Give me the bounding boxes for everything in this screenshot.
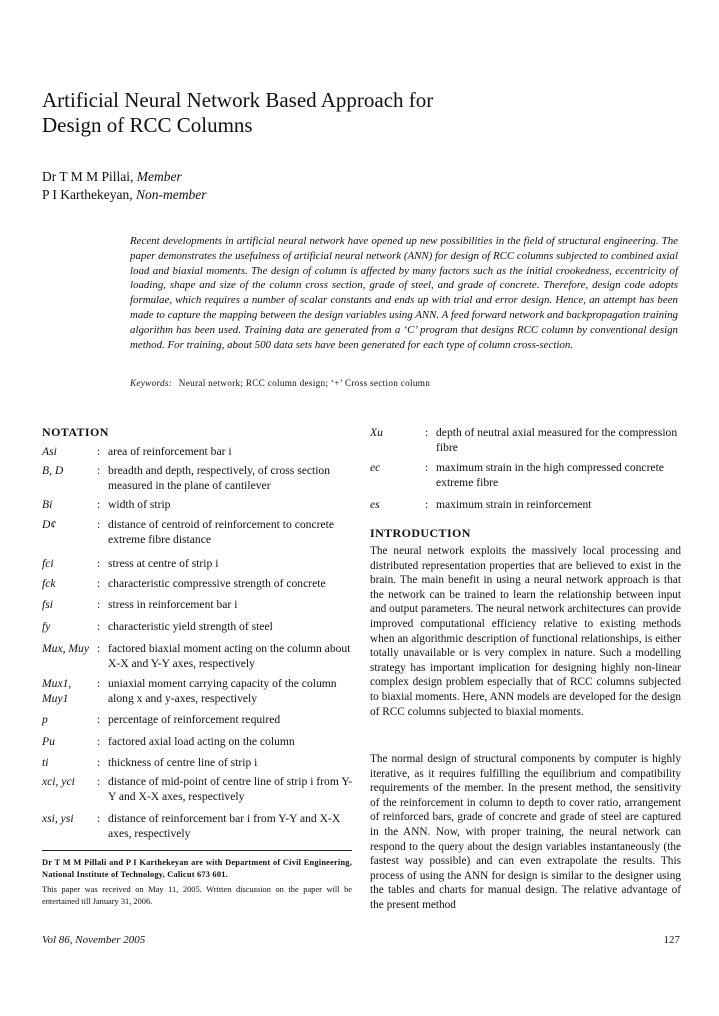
colon: : (97, 464, 101, 477)
notation-definition: uniaxial moment carrying capacity of the column along x and y-axes, respectively (108, 677, 337, 705)
notation-definition: depth of neutral axial measured for the compression fibre (436, 426, 678, 454)
colon: : (97, 775, 101, 788)
notation-definition: stress in reinforcement bar i (108, 598, 238, 611)
colon: : (97, 498, 101, 511)
footnote-divider (42, 850, 352, 851)
keywords (130, 378, 678, 388)
notation-symbol: Bi (42, 498, 53, 511)
notation-definition: width of strip (108, 498, 171, 511)
introduction-heading: INTRODUCTION (370, 526, 471, 540)
page-number: 127 (663, 934, 680, 946)
colon: : (425, 498, 429, 511)
introduction-paragraph-2: The normal design of structural components by computer is highly iterative, as it requires fulfilling the equilibrium and compatibility requirements of the member. In the present method, the sensitivity of the reinforcement in column to depth to cover ratio, arrangement of reinforced bars, grade of concrete and grade of steel are captured in the ANN. Now, with proper training, the neural network can respond to the query about the design variables instantaneously (the fastest way possible) and can even extrapolate the results. This process of using the ANN for design is similar to the designer using the tables and charts for manual design. The relative advantage of the present method (370, 753, 681, 911)
notation-definition: characteristic compressive strength of concrete (108, 577, 326, 590)
notation-definition: maximum strain in the high compressed concrete extreme fibre (436, 461, 664, 489)
title-line-2: Design of RCC Columns (42, 113, 253, 137)
author-name: Dr T M M Pillai, (42, 169, 134, 184)
notation-definition: maximum strain in reinforcement (436, 498, 592, 511)
colon: : (97, 620, 101, 633)
notation-symbol: D¢ (42, 518, 57, 531)
colon: : (97, 812, 101, 825)
colon: : (97, 445, 101, 458)
paper-title (42, 88, 602, 138)
notation-definition: factored biaxial moment acting on the column about X-X and Y-Y axes, respectively (108, 642, 351, 670)
author-2 (42, 186, 206, 204)
author-name: P I Karthekeyan, (42, 187, 133, 202)
notation-definition: distance of centroid of reinforcement to concrete extreme fibre distance (108, 518, 334, 546)
notation-definition: factored axial load acting on the column (108, 735, 295, 748)
colon: : (97, 577, 101, 590)
colon: : (97, 756, 101, 769)
notation-definition: distance of mid-point of centre line of strip i from Y-Y and X-X axes, respectively (108, 775, 353, 803)
keywords-label: Keywords: (130, 378, 173, 388)
notation-symbol: fsi (42, 598, 53, 611)
notation-symbol: B, D (42, 464, 64, 477)
notation-symbol: fci (42, 557, 54, 570)
author-affiliation-footnote: Dr T M M Pillali and P I Karthekeyan are with Department of Civil Engineering, National Institute of Technology, Calicut 673 601. (42, 858, 352, 879)
introduction-paragraph-1: The neural network exploits the massively local processing and distributed representation properties that are believed to exist in the brain. The main benefit in using a neural network approach is that the network can be trained to learn the relationship between input and output parameters. The neural network architectures can provide improved computational efficiency relative to existing methods when an algorithmic description of functional relationships, is either totally unavailable or is very complex in nature. Such a modelling strategy has important implication for designing highly non-linear complex design problem especially that of RCC columns subjected to biaxial moments. Here, ANN models are developed for the design of RCC columns subjected to biaxial moments. (370, 545, 681, 718)
notation-definition: distance of reinforcement bar i from Y-Y and X-X axes, respectively (108, 812, 341, 840)
author-list (42, 168, 206, 204)
notation-definition: percentage of reinforcement required (108, 713, 281, 726)
colon: : (97, 713, 101, 726)
author-role: Non-member (135, 187, 207, 202)
colon: : (97, 677, 101, 690)
notation-definition: stress at centre of strip i (108, 557, 219, 570)
notation-symbol: ec (370, 461, 381, 474)
journal-volume: Vol 86, November 2005 (42, 934, 146, 946)
notation-symbol: xci, yci (42, 775, 75, 788)
author-role: Member (136, 169, 182, 184)
notation-symbol: Asi (42, 445, 57, 458)
notation-symbol: ti (42, 756, 49, 769)
keywords-text: Neural network; RCC column design; ‘+’ Cross section column (178, 378, 431, 388)
notation-definition: area of reinforcement bar i (108, 445, 232, 458)
notation-symbol: Mux, Muy (42, 642, 89, 655)
colon: : (97, 598, 101, 611)
colon: : (97, 735, 101, 748)
notation-symbol: Pu (42, 735, 55, 748)
received-date-footnote: This paper was received on May 11, 2005. Written discussion on the paper will be entertained till January 31, 2006. (42, 885, 352, 906)
notation-symbol: xsi, ysi (42, 812, 74, 825)
abstract: Recent developments in artificial neural network have opened up new possibilities in the field of structural engineering. The paper demonstrates the usefulness of artificial neural network (ANN) for design of RCC columns subjected to combined axial load and biaxial moments. The design of column is affected by many factors such as the initial crookedness, eccentricity of loading, shape and size of the column cross section, grade of steel, and grade of concrete. Therefore, design code adopts formulae, which requires a number of scalar constants and ends up with trial and error design. Hence, an attempt has been made to capture the mapping between the design variables using ANN. A feed forward network and backpropagation training algorithm has been used. Training data are generated from a ‘C’ program that designs RCC column by conventional design method. For training, about 500 data sets have been generated for each type of column cross-section. (130, 235, 678, 351)
colon: : (97, 557, 101, 570)
colon: : (425, 461, 429, 474)
notation-symbol: fck (42, 577, 56, 590)
notation-heading: NOTATION (42, 425, 109, 439)
notation-definition: thickness of centre line of strip i (108, 756, 258, 769)
notation-symbol: p (42, 713, 48, 726)
notation-symbol: Mux1, Muy1 (42, 677, 72, 705)
notation-definition: breadth and depth, respectively, of cross section measured in the plane of cantilever (108, 464, 331, 492)
notation-definition: characteristic yield strength of steel (108, 620, 273, 633)
notation-symbol: fy (42, 620, 51, 633)
notation-symbol: es (370, 498, 380, 511)
colon: : (425, 426, 429, 439)
notation-symbol: Xu (370, 426, 383, 439)
author-1 (42, 168, 206, 186)
colon: : (97, 518, 101, 531)
colon: : (97, 642, 101, 655)
title-line-1: Artificial Neural Network Based Approach for (42, 88, 434, 112)
